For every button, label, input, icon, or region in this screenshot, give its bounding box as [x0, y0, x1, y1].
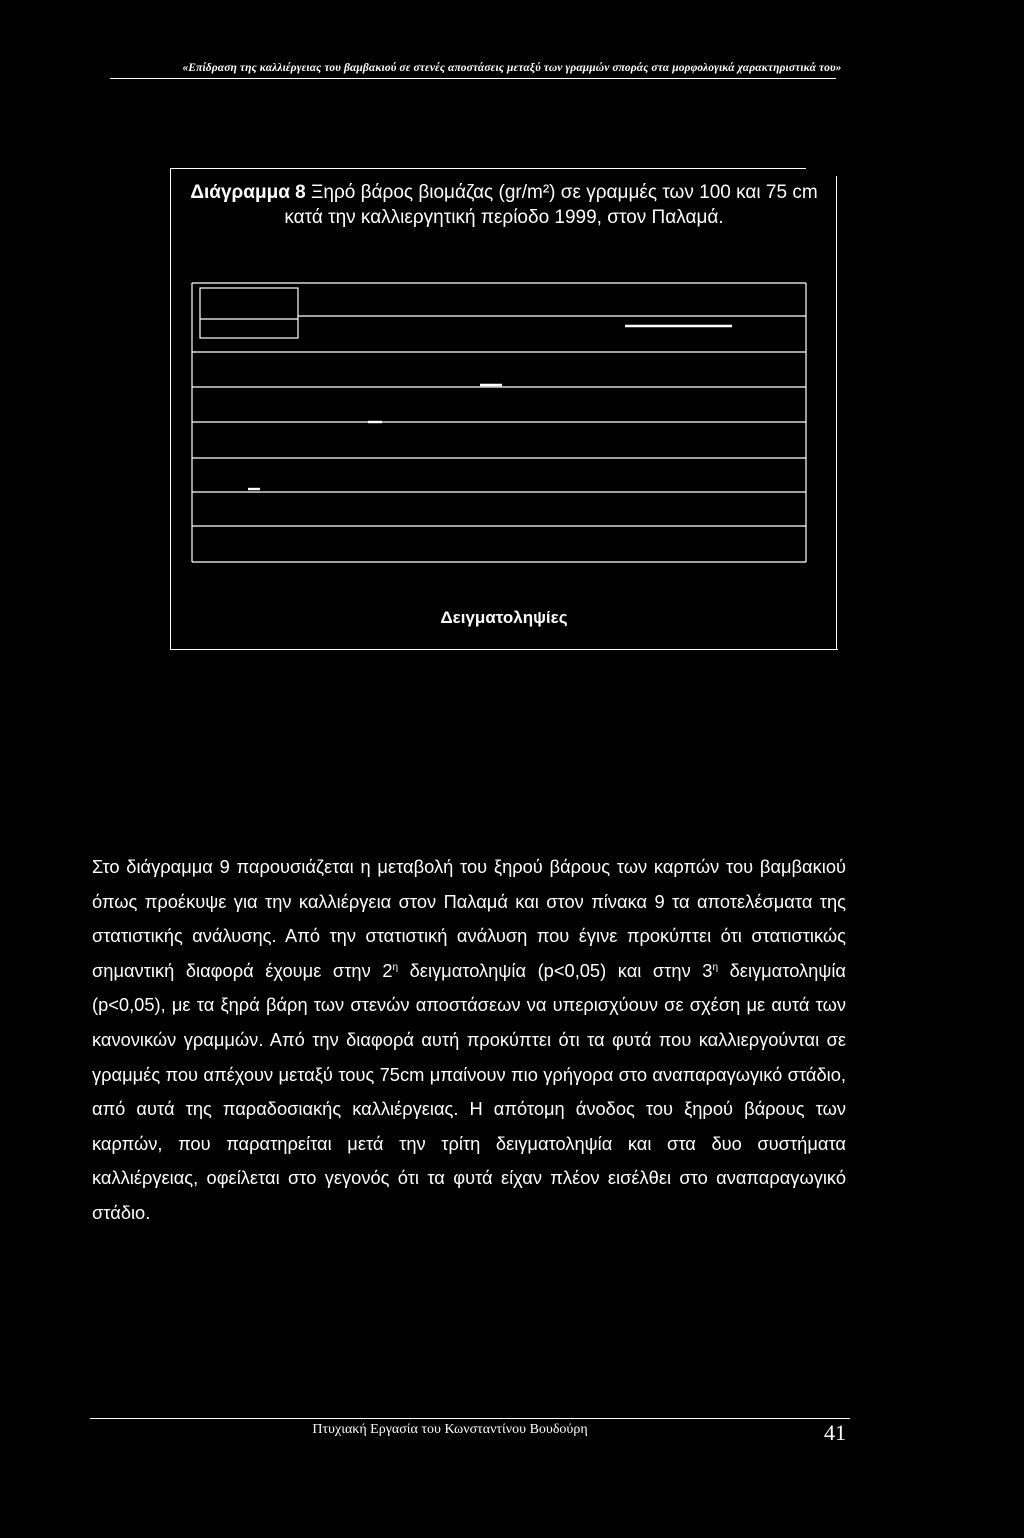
paragraph-part-1: Στο διάγραμμα 9 παρουσιάζεται η μεταβολή του ξηρού βάρους των καρπών του βαμβακιού όπως προέκυψε για την καλλιέργεια στον Παλαμά και στον πίνακα 9 τα αποτελέσματα της στατιστικής ανάλυσης. Από την στατιστική ανάλυση που έγινε προκύπτει ότι στατιστικώς σημαντική διαφορά έχουμε στην 2	[92, 856, 846, 981]
caption-label: Διάγραμμα 8	[190, 182, 306, 203]
frame-right-border	[836, 176, 837, 650]
body-paragraph	[92, 850, 846, 1231]
frame-bottom-border	[170, 649, 838, 650]
ordinal-superscript-1: η	[392, 961, 399, 973]
frame-left-border	[170, 168, 171, 650]
legend-box	[200, 288, 298, 338]
x-axis-label: Δειγματοληψίες	[440, 608, 568, 627]
page-number: 41	[824, 1420, 846, 1445]
figure-caption	[170, 180, 838, 230]
footer-text: Πτυχιακή Εργασία του Κωνσταντίνου Βουδούρη	[312, 1422, 588, 1437]
caption-text: Ξηρό βάρος βιομάζας (gr/m²) σε γραμμές των 100 και 75 cm κατά την καλλιεργητική περίοδο 1999, στον Παλαμά.	[284, 182, 818, 228]
paragraph-part-2: δειγματοληψία (p<0,05) και στην 3	[398, 959, 713, 981]
chart-plot	[180, 270, 810, 570]
header-rule	[110, 78, 836, 79]
footer-rule	[90, 1418, 850, 1419]
ordinal-superscript-2: η	[712, 961, 719, 973]
paragraph-part-3: δειγματοληψία (p<0,05), με τα ξηρά βάρη των στενών αποστάσεων να υπερισχύουν σε σχέση με αυτά των κανονικών γραμμών. Από την διαφορά αυτή προκύπτει ότι τα φυτά που καλλιεργούνται σε γραμμές που απέχουν μεταξύ τους 75cm μπαίνουν πιο γρήγορα στο αναπαραγωγικό στάδιο, από αυτά της παραδοσιακής καλλιέργειας. Η απότομη άνοδος του ξηρού βάρους των καρπών, που παρατηρείται μετά την τρίτη δειγματοληψία και στα δυο συστήματα καλλιέργειας, οφείλεται στο γεγονός ότι τα φυτά είχαν πλέον εισέλθει στο αναπαραγωγικό στάδιο.	[92, 959, 846, 1223]
frame-top-border	[170, 168, 806, 169]
running-header: «Επίδραση της καλλιέργειας του βαμβακιού σε στενές αποστάσεις μεταξύ των γραμμών σποράς στα μορφολογικά χαρακτηριστικά του»	[182, 62, 842, 74]
